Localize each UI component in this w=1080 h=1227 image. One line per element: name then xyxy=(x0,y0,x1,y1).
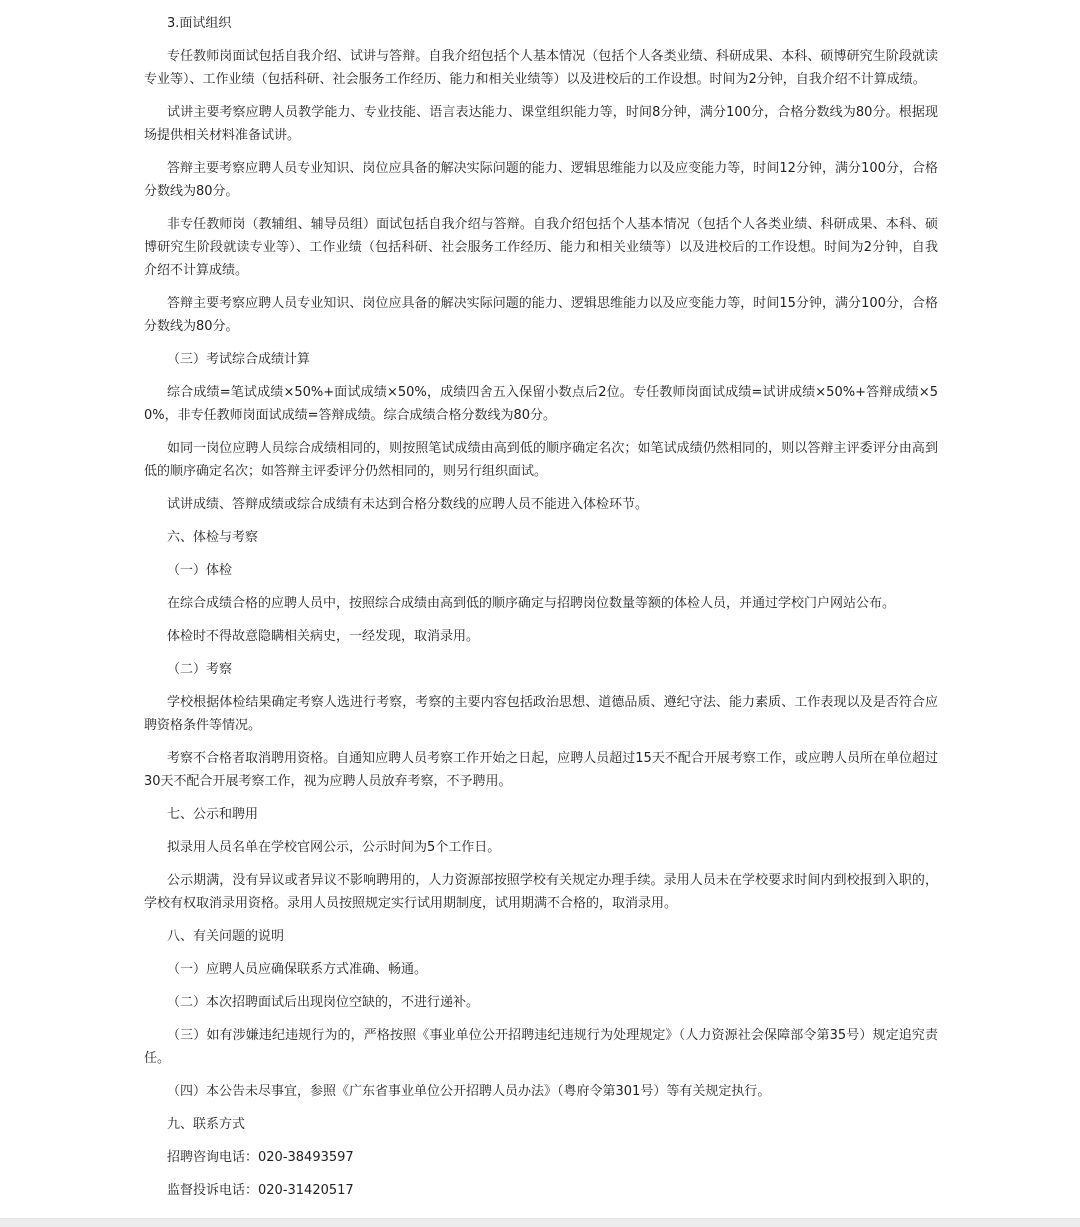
recruitment-phone: 招聘咨询电话：020-38493597 xyxy=(167,1150,354,1165)
section-heading-interview-organization: 3.面试组织 xyxy=(167,16,232,31)
subheading-inspection: （二）考察 xyxy=(167,662,233,677)
article-body xyxy=(144,12,938,1212)
paragraph-publicity-period: 拟录用人员名单在学校官网公示，公示时间为5个工作日。 xyxy=(167,840,501,855)
paragraph-hiring-procedure: 公示期满，没有异议或者异议不影响聘用的，人力资源部按照学校有关规定办理手续。录用人员未在学校要求时间内到校报到入职的，学校有权取消录用资格。录用人员按照规定实行试用期制度，试用期满不合格的，取消录用。 xyxy=(144,873,938,911)
note-no-backfill: （二）本次招聘面试后出现岗位空缺的，不进行递补。 xyxy=(167,995,480,1010)
subheading-physical-exam: （一）体检 xyxy=(167,563,233,578)
paragraph-tie-break: 如同一岗位应聘人员综合成绩相同的，则按照笔试成绩由高到低的顺序确定名次；如笔试成绩仍然相同的，则以答辩主评委评分由高到低的顺序确定名次；如答辩主评委评分仍然相同的，则另行组织面试。 xyxy=(144,441,938,479)
section-heading-physical-exam: 六、体检与考察 xyxy=(167,530,259,545)
paragraph-inspection-content: 学校根据体检结果确定考察人选进行考察，考察的主要内容包括政治思想、道德品质、遵纪守法、能力素质、工作表现以及是否符合应聘资格条件等情况。 xyxy=(144,695,938,733)
section-heading-notes: 八、有关问题的说明 xyxy=(167,929,285,944)
paragraph-defense-teacher: 答辩主要考察应聘人员专业知识、岗位应具备的解决实际问题的能力、逻辑思维能力以及应变能力等，时间12分钟，满分100分，合格分数线为80分。 xyxy=(144,161,938,199)
section-heading-score-calculation: （三）考试综合成绩计算 xyxy=(167,352,311,367)
paragraph-trial-lecture: 试讲主要考察应聘人员教学能力、专业技能、语言表达能力、课堂组织能力等，时间8分钟，满分100分，合格分数线为80分。根据现场提供相关材料准备试讲。 xyxy=(144,105,938,143)
paragraph-pass-requirement: 试讲成绩、答辩成绩或综合成绩有未达到合格分数线的应聘人员不能进入体检环节。 xyxy=(167,497,649,512)
note-violations: （三）如有涉嫌违纪违规行为的，严格按照《事业单位公开招聘违纪违规行为处理规定》（人力资源社会保障部令第35号）规定追究责任。 xyxy=(144,1028,938,1066)
complaint-phone: 监督投诉电话：020-31420517 xyxy=(167,1183,354,1198)
paragraph-exam-honesty: 体检时不得故意隐瞒相关病史，一经发现，取消录用。 xyxy=(167,629,480,644)
horizontal-scrollbar[interactable] xyxy=(0,1218,1080,1227)
note-contact-info: （一）应聘人员应确保联系方式准确、畅通。 xyxy=(167,962,428,977)
section-heading-contact: 九、联系方式 xyxy=(167,1117,246,1132)
paragraph-score-formula: 综合成绩=笔试成绩×50%+面试成绩×50%，成绩四舍五入保留小数点后2位。专任教师岗面试成绩=试讲成绩×50%+答辩成绩×50%，非专任教师岗面试成绩=答辩成绩。综合成绩合格分数线为80分。 xyxy=(144,385,938,423)
paragraph-inspection-failure: 考察不合格者取消聘用资格。自通知应聘人员考察工作开始之日起，应聘人员超过15天不配合开展考察工作，或应聘人员所在单位超过30天不配合开展考察工作，视为应聘人员放弃考察，不予聘用。 xyxy=(144,751,938,789)
paragraph-non-teacher-interview: 非专任教师岗（教辅组、辅导员组）面试包括自我介绍与答辩。自我介绍包括个人基本情况（包括个人各类业绩、科研成果、本科、硕博研究生阶段就读专业等）、工作业绩（包括科研、社会服务工作经历、能力和相关业绩等）以及进校后的工作设想。时间为2分钟，自我介绍不计算成绩。 xyxy=(144,217,938,278)
paragraph-exam-selection: 在综合成绩合格的应聘人员中，按照综合成绩由高到低的顺序确定与招聘岗位数量等额的体检人员，并通过学校门户网站公布。 xyxy=(167,596,896,611)
paragraph-defense-non-teacher: 答辩主要考察应聘人员专业知识、岗位应具备的解决实际问题的能力、逻辑思维能力以及应变能力等，时间15分钟，满分100分，合格分数线为80分。 xyxy=(144,296,938,334)
section-heading-publicity: 七、公示和聘用 xyxy=(167,807,259,822)
note-other-matters: （四）本公告未尽事宜，参照《广东省事业单位公开招聘人员办法》（粤府令第301号）等有关规定执行。 xyxy=(167,1084,771,1099)
paragraph-teacher-interview: 专任教师岗面试包括自我介绍、试讲与答辩。自我介绍包括个人基本情况（包括个人各类业绩、科研成果、本科、硕博研究生阶段就读专业等）、工作业绩（包括科研、社会服务工作经历、能力和相关业绩等）以及进校后的工作设想。时间为2分钟，自我介绍不计算成绩。 xyxy=(144,49,938,87)
